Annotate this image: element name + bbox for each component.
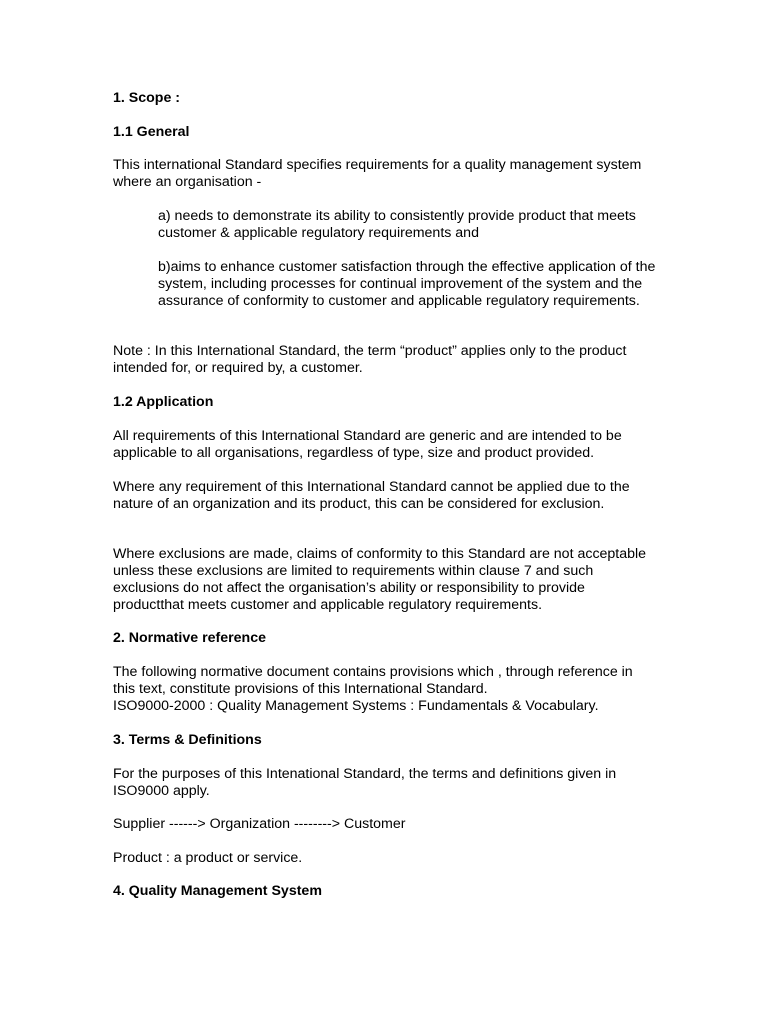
terms-paragraph: For the purposes of this Intenational Standard, the terms and definitions given in ISO9000 apply. bbox=[113, 766, 617, 799]
section-heading-general: 1.1 General bbox=[113, 124, 190, 140]
normative-paragraph: The following normative document contains provisions which , through reference in this text, constitute provisions of this International Standard. bbox=[113, 664, 633, 697]
note-paragraph: Note : In this International Standard, the term “product” applies only to the product intended for, or required by, a customer. bbox=[113, 343, 627, 376]
section-heading-application: 1.2 Application bbox=[113, 394, 214, 410]
list-item-b: b)aims to enhance customer satisfaction through the effective application of the system, including processes for continual improvement of the system and the assurance of conformity to customer and applicable regulatory requirements. bbox=[158, 259, 656, 309]
section-heading-scope: 1. Scope : bbox=[113, 90, 181, 106]
list-item-a: a) needs to demonstrate its ability to consistently provide product that meets customer & applicable regulatory requirements and bbox=[158, 208, 636, 241]
application-paragraph-3: Where exclusions are made, claims of conformity to this Standard are not acceptable unless these exclusions are limited to requirements within clause 7 and such exclusions do not affect the organisation’s ability or responsibility to provide productthat meets customer and applicable regulatory requirements. bbox=[113, 546, 647, 613]
normative-reference-line: ISO9000-2000 : Quality Management Systems : Fundamentals & Vocabulary. bbox=[113, 698, 599, 714]
application-paragraph-1: All requirements of this International Standard are generic and are intended to be applicable to all organisations, regardless of type, size and product provided. bbox=[113, 428, 622, 461]
application-paragraph-2: Where any requirement of this International Standard cannot be applied due to the nature of an organization and its product, this can be considered for exclusion. bbox=[113, 479, 630, 512]
general-intro-paragraph: This international Standard specifies requirements for a quality management system where an organisation - bbox=[113, 157, 642, 190]
product-definition-line: Product : a product or service. bbox=[113, 850, 303, 866]
section-heading-normative: 2. Normative reference bbox=[113, 630, 266, 646]
section-heading-qms: 4. Quality Management System bbox=[113, 883, 322, 899]
supply-chain-line: Supplier ------> Organization --------> Customer bbox=[113, 816, 406, 832]
section-heading-terms: 3. Terms & Definitions bbox=[113, 732, 262, 748]
